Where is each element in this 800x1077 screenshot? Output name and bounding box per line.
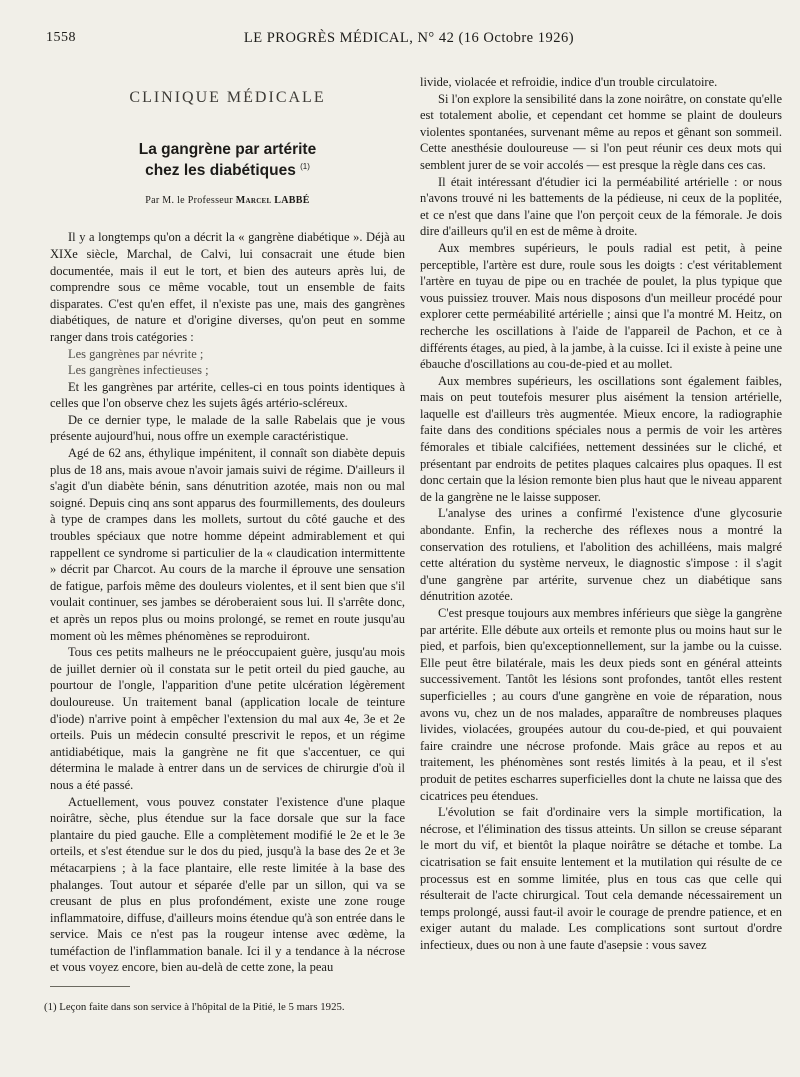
title-footnote-marker: (1) [300,161,310,171]
byline-author: Marcel LABBÉ [235,194,310,206]
article-title-line1: La gangrène par artérite [138,140,317,158]
paragraph: Agé de 62 ans, éthylique impénitent, il connaît son diabète depuis plus de 18 ans, mais avoue n'avoir jamais suivi de régime. D'ailleurs il s'agit d'un diabète bénin, sans dénutrition azotée, mais non ou mal soigné. Depuis cinq ans sont apparus des fourmillements, des douleurs à type de crampes dans les mollets, surtout du côté gauche et des troubles spéciaux que notre homme dépeint admirablement et qui rappellent ce syndrome si particulier de la « claudication intermittente » décrit par Charcot. Au cours de la marche il éprouve une sensation de fatigue, parfois même des douleurs violentes, et il sent bien que s'il voulait continuer, ses jambes se déroberaient sous lui. Il s'arrête donc, et après un repos plus ou moins prolongé, se remet en route jusqu'au moment où les mêmes phénomènes se reproduiront. [50,446,405,643]
paragraph: Aux membres supérieurs, les oscillations sont également faibles, mais on peut toutefois mesurer plus aisément la tension artérielle, laquelle est d'ailleurs très augmentée. Mieux encore, la radiographie faite dans des conditions spéciales nous a permis de voir les artères fémorales et tibiale calcifiées, nettement dessinées sur le cliché, et présentant par endroits de petites plaques calcaires plus opaques. Il est donc certain que la lésion remonte bien plus haut que le niveau apparent de la gangrène ne le laisse supposer. [420,373,782,504]
paragraph: C'est presque toujours aux membres inférieurs que siège la gangrène par artérite. Elle débute aux orteils et remonte plus ou moins haut sur le pied, et parfois, bien qu'exceptionnellement, sur la jambe ou la cuisse. Elle peut être bilatérale, mais les deux pieds sont en général atteints successivement. Tantôt les lésions sont profondes, tantôt elles restent superficielles ; au cours d'une gangrène en voie de réparation, nous avons vu, chez un de nos malades, apparaître de nombreuses plaques livides, violacées, groupées autour du cou-de-pied, et qui pouvaient faire craindre une nécrose profonde. Mais grâce au repos et au traitement, les phénomènes sont restés limités à la peau, et il s'est produit de petites escharres superficielles dont la chute ne laissa que des cicatrices peu étendues. [420,606,782,803]
paragraph: L'analyse des urines a confirmé l'existence d'une glycosurie abondante. Enfin, la recherche des réflexes nous a montré la conservation des rotuliens, et l'abolition des achilléens, mais malgré cette altération du système nerveux, le diagnostic s'impose : il s'agit d'une gangrène par artérite, survenue chez un diabétique sans dénutrition azotée. [420,506,782,604]
paragraph: livide, violacée et refroidie, indice d'un trouble circulatoire. [420,75,718,89]
page-number: 1558 [46,30,76,45]
running-title: LE PROGRÈS MÉDICAL, N° 42 (16 Octobre 1926) [243,30,575,46]
page-header [34,26,784,48]
paragraph: Il était intéressant d'étudier ici la perméabilité artérielle : or nous n'avons trouvé ni les battements de la pédieuse, ni ceux de la poplitée, et ce n'est que dans l'aine que l'on perçoit ceux de la fémorale. Je dois dire d'ailleurs qu'il en est de même à droite. [420,174,782,239]
byline-prefix: Par M. le Professeur [145,194,233,206]
footnote-rule [50,986,130,987]
paragraph: L'évolution se fait d'ordinaire vers la simple mortification, la nécrose, et l'élimination des tissus atteints. Un sillon se creuse séparant le mort du vif, et bientôt la plaque noirâtre se détache et tombe. La cicatrisation se fait ensuite lentement et la mutilation qui résulte de ce processus est en somme limitée, plus en tous cas que celle qui résulterait de l'acte chirurgical. Tout cela demande nécessairement un temps prolongé, aussi faut-il avoir le courage de prendre patience, et en exiger autant du malade. Les complications sont surtout d'ordre infectieux, dues ou non à une faute d'asepsie : vous savez [420,805,782,952]
paragraph: Tous ces petits malheurs ne le préoccupaient guère, jusqu'au mois de juillet dernier où il constata sur le petit orteil du pied gauche, au pourtour de l'ongle, l'apparition d'une petite ulcération légèrement douloureuse. Un traitement banal (application locale de teinture d'iode) n'arrive point à empêcher l'extension du mal aux 4e, 3e et 2e orteils. Puis un médecin consulté prescrivit le repos, et un régime antidiabétique, mais la gangrène ne fit que s'accentuer, ce qui détermina le malade à entrer dans un de services de chirurgie d'où il nous a été passé. [50,645,405,792]
list-item: Les gangrènes infectieuses ; [68,363,209,378]
section-heading: CLINIQUE MÉDICALE [129,89,326,106]
paragraph: Et les gangrènes par artérite, celles-ci en tous points identiques à celles que l'on observe chez les sujets âgés artério-scléreux. [50,379,405,411]
article-title [50,141,405,179]
paragraph: Actuellement, vous pouvez constater l'existence d'une plaque noirâtre, sèche, plus étendue sur la face dorsale que sur la face plantaire du pied gauche. Elle a complètement modifié le 2e et le 3e orteils, et s'est étendue sur le dos du pied, jusqu'à la base des 2e et 3e métacarpiens ; à la face plantaire, elle reste limitée à la base des phalanges. Tout autour et séparée d'elle par un sillon, qui va se creusant de plus en plus profondément, existe une zone rouge inflammatoire, diffuse, d'ailleurs moins étendue qu'à son entrée dans le service. Mais ce n'est pas la rougeur intense avec œdème, la tuméfaction de l'inflammation banale. Ici il y a tendance à la nécrose et vous voyez encore, bien au-delà de cette zone, la peau [50,794,405,975]
paragraph: Il y a longtemps qu'on a décrit la « gangrène diabétique ». Déjà au XIXe siècle, Marchal, de Calvi, lui consacrait une étude bien documentée, mais il eut le tort, et bien des auteurs après lui, de comprendre sous ce même vocable, tout un ensemble de faits disparates. C'est qu'en effet, il n'existe pas une, mais des gangrènes diabétiques, de nature et d'origine diverses, qu'on peut en somme ranger dans trois catégories : [50,230,405,344]
right-column [420,74,782,953]
paragraph: De ce dernier type, le malade de la salle Rabelais que je vous présente aujourd'hui, nous offre un exemple caractéristique. [50,412,405,444]
list-item: Les gangrènes par névrite ; [68,346,204,361]
paragraph: Si l'on explore la sensibilité dans la zone noirâtre, on constate qu'elle est totalement abolie, et cependant cet homme se plaint de douleurs violentes spontanées, survenant même au repos et gênant son sommeil. Cette anesthésie douloureuse — si l'on peut réunir ces deux mots qui semblent jurer de se voir accolés — est presque la règle dans ces cas. [420,91,782,172]
left-column [50,56,405,976]
byline [50,193,405,210]
footnote: (1) Leçon faite dans son service à l'hôpital de la Pitié, le 5 mars 1925. [44,1001,345,1013]
paragraph: Aux membres supérieurs, le pouls radial est petit, à peine perceptible, l'artère est dure, roule sous les doigts : c'est véritablement l'artère en tuyau de pipe ou en trachée de poulet, la plus typique que vous puissiez trouver. Mais nous disposons d'un meilleur procédé pour explorer cette perméabilité artérielle ; ainsi que l'a montré M. Heitz, on recherche les oscillations à l'aide de l'appareil de Pachon, et ce à différents étages, au pied, à la jambe, à la cuisse. Ici il existe à peine une ébauche d'oscillations au cou-de-pied et au mollet. [420,240,782,372]
article-title-line2: chez les diabétiques [145,161,296,179]
